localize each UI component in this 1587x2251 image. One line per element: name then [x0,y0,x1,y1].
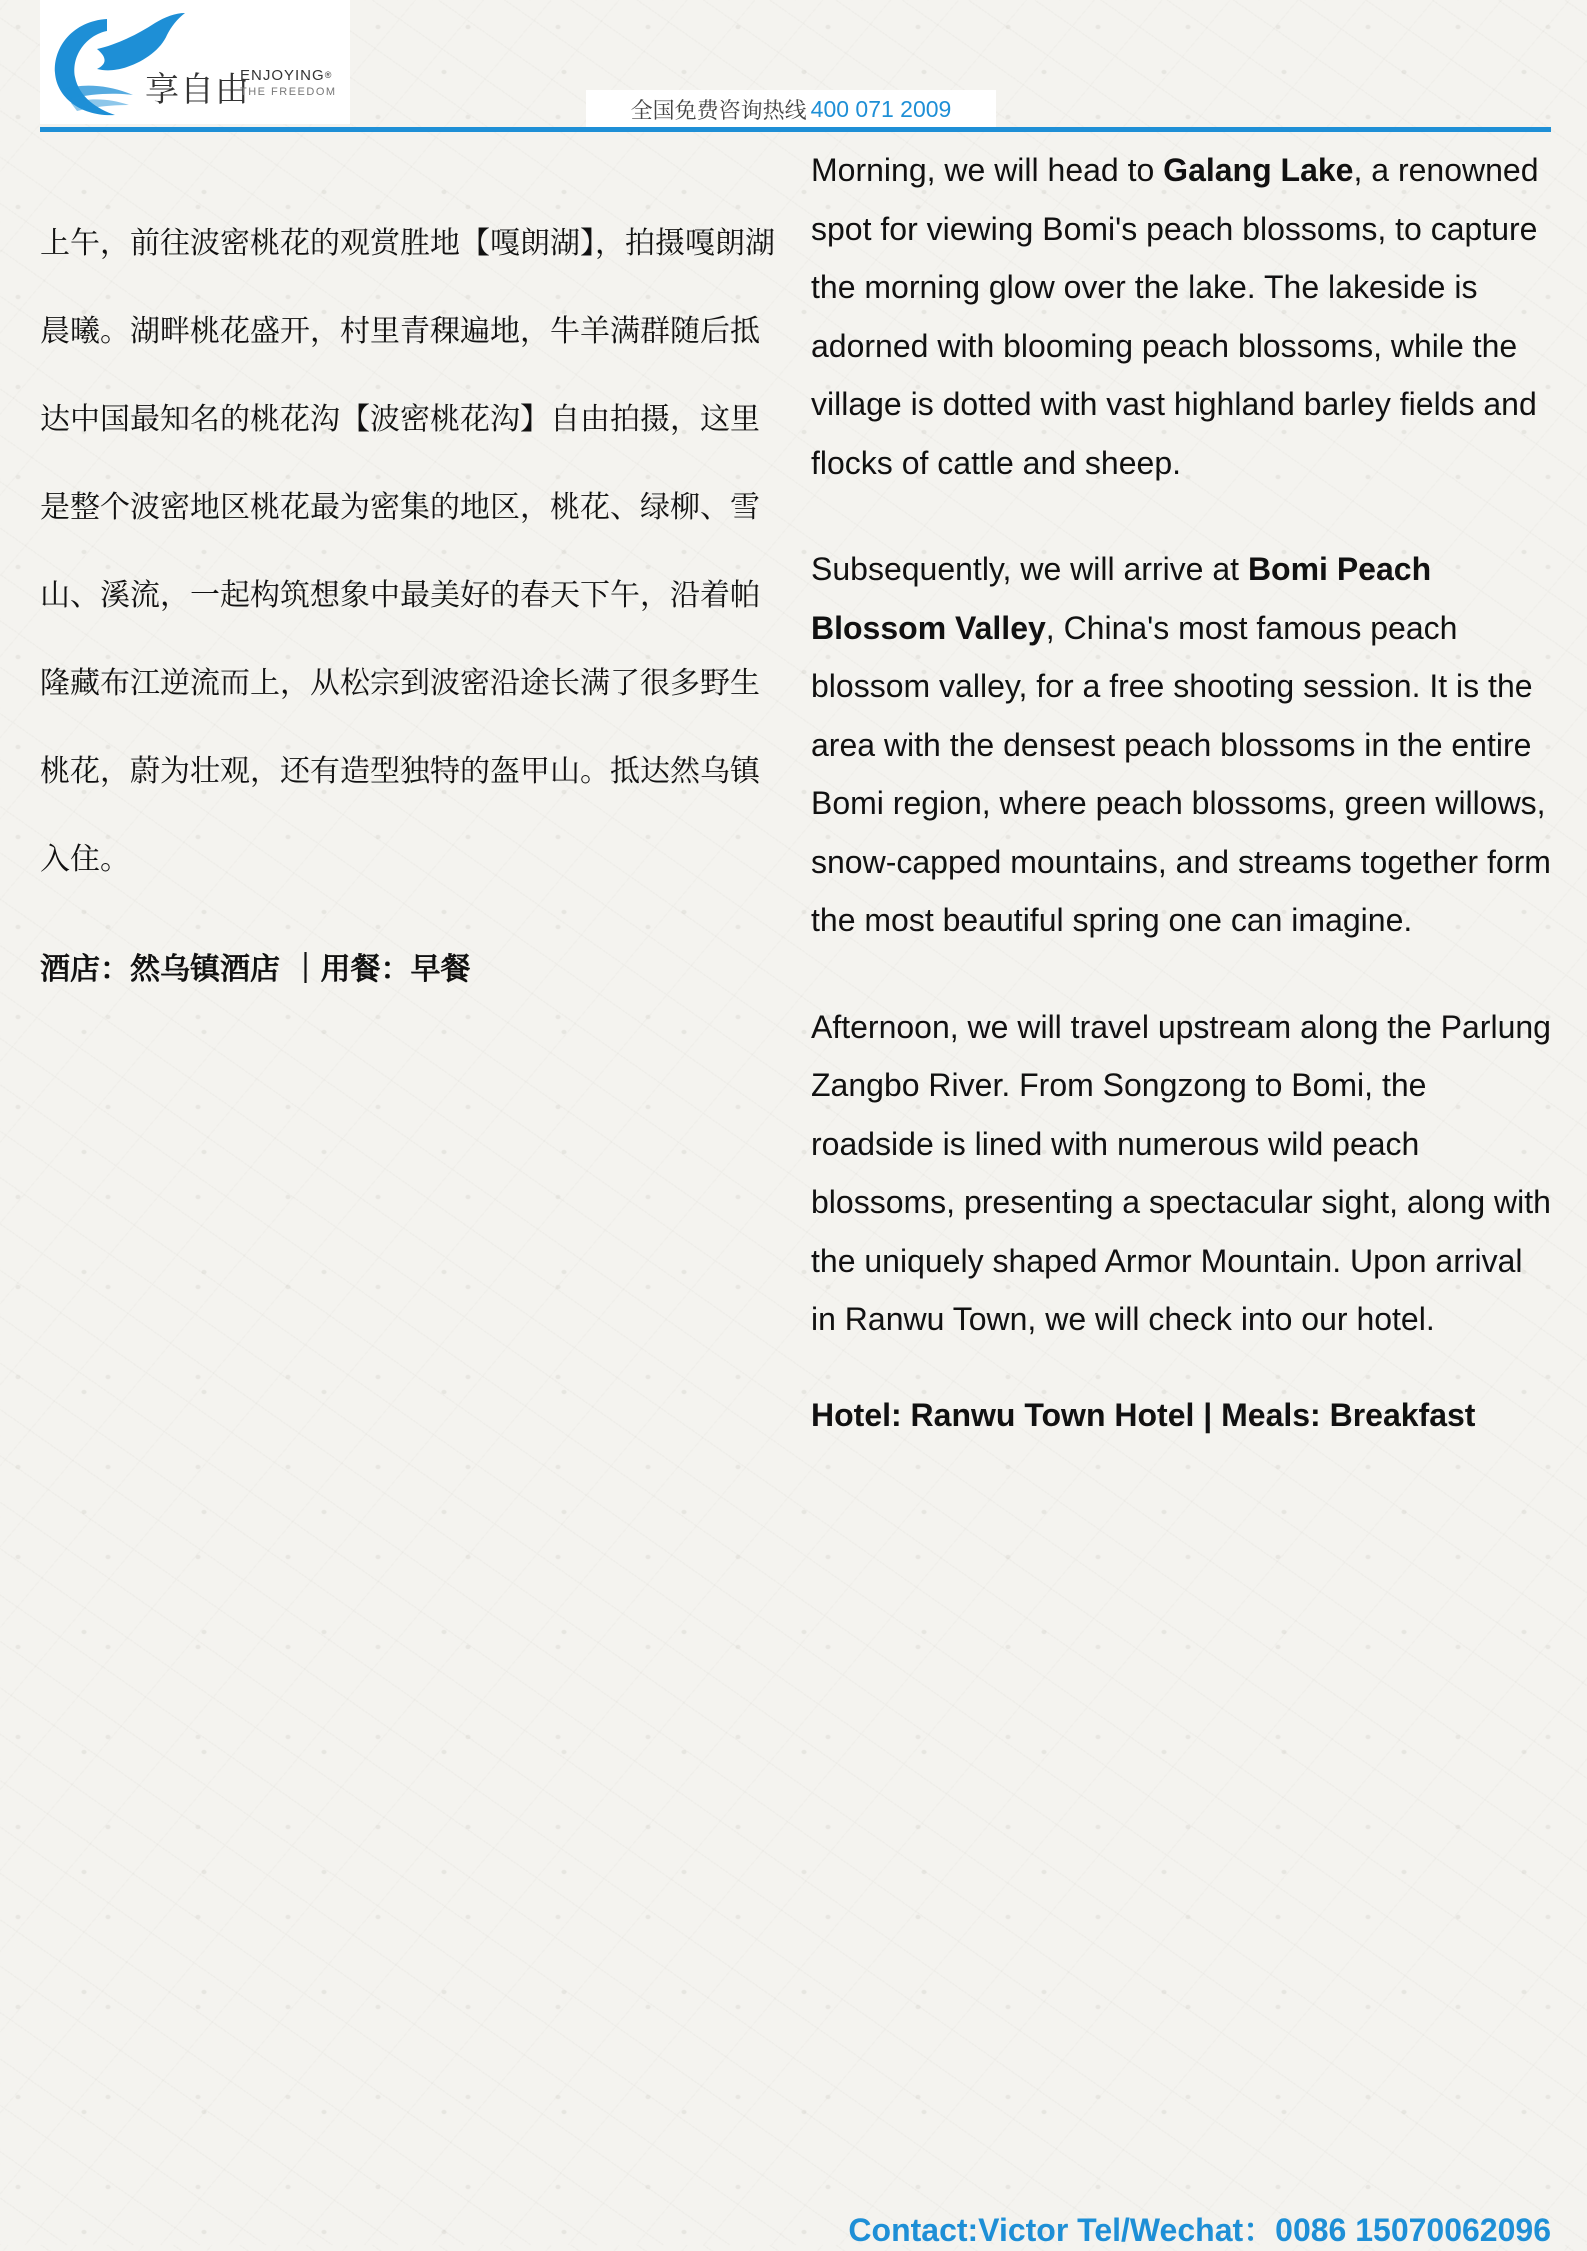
peach-valley-highlight: Bomi Peach Blossom Valley [811,551,1432,646]
header-divider [40,127,1551,132]
logo-english-text: ENJOYING® [240,67,333,84]
brand-logo [40,0,350,124]
contact-info: Contact:Victor Tel/Wechat：0086 15070062096 [848,2212,1551,2248]
hotline-banner [586,90,996,128]
registered-mark: ® [324,70,333,80]
english-hotel-meals-line: Hotel: Ranwu Town Hotel | Meals: Breakfast [811,1396,1476,1433]
chinese-itinerary-column [40,200,780,988]
page-header [40,0,1551,140]
logo-english-subtitle: THE FREEDOM [240,86,337,98]
logo-chinese-text: 享自由 [145,70,250,110]
english-itinerary-column [811,141,1551,1434]
english-afternoon-paragraph: Afternoon, we will travel upstream along the Parlung Zangbo River. From Songzong to Bomi, the roadside is lined with numerous wild peach blossoms, presenting a spectacular sight, along with the uniquely shaped Armor Mountain. Upon arrival in Ranwu Town, we will check into our hotel. [811,1008,1551,1337]
hotline-label: 全国免费咨询热线 [630,98,807,124]
chinese-itinerary-paragraph: 上午，前往波密桃花的观赏胜地【嘎朗湖】，拍摄嘎朗湖晨曦。湖畔桃花盛开，村里青稞遍地，牛羊满群随后抵达中国最知名的桃花沟【波密桃花沟】自由拍摄，这里是整个波密地区桃花最为密集的地区，桃花、绿柳、雪山、溪流，一起构筑想象中最美好的春天下午，沿着帕隆藏布江逆流而上，从松宗到波密沿途长满了很多野生桃花，蔚为壮观，还有造型独特的盔甲山。抵达然乌镇入住。 [40,226,775,877]
hotline-number: 400 071 2009 [810,95,952,122]
english-morning-paragraph: Morning, we will head to Galang Lake, a renowned spot for viewing Bomi's peach blossoms, to capture the morning glow over the lake. The lakeside is adorned with blooming peach blossoms, while the village is dotted with vast highland barley fields and flocks of cattle and sheep. [811,152,1539,481]
galang-lake-highlight: Galang Lake [1163,152,1354,188]
english-valley-paragraph: Subsequently, we will arrive at Bomi Peach Blossom Valley, China's most famous peach blossom valley, for a free shooting session. It is the area with the densest peach blossoms in the entire Bomi region, where peach blossoms, green willows, snow-capped mountains, and streams together form the most beautiful spring one can imagine. [811,551,1551,938]
chinese-hotel-meals-line: 酒店：然乌镇酒店 ｜用餐：早餐 [40,952,471,987]
